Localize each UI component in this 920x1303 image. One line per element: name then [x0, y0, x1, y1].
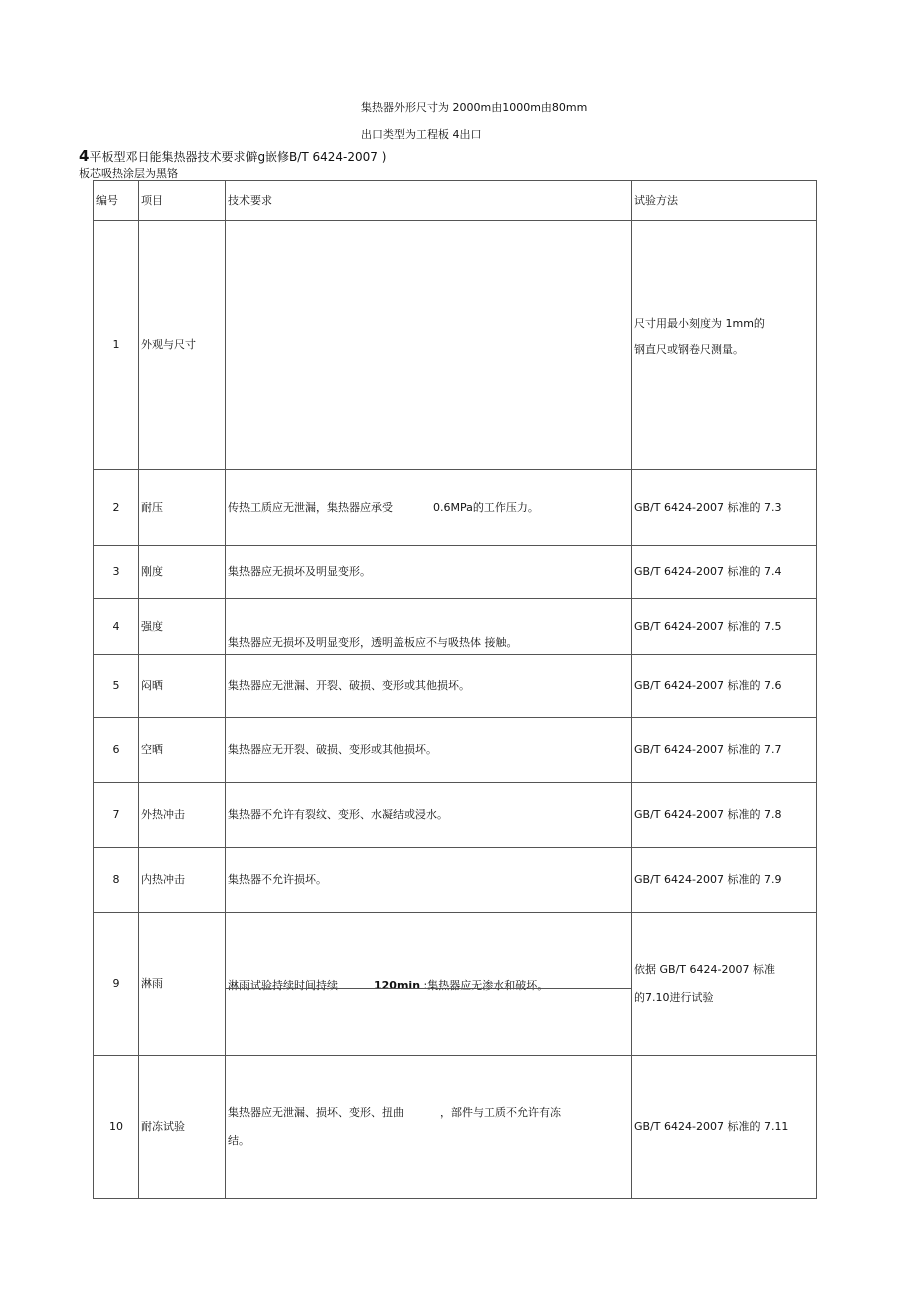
row-number: 10 [94, 1056, 139, 1199]
row-item: 耐冻试验 [139, 1056, 226, 1199]
requirement-part: 淋雨试验持续时间持续 [228, 979, 338, 992]
row-number: 2 [94, 470, 139, 546]
col-header-method: 试验方法 [632, 181, 817, 221]
table-row [94, 470, 817, 546]
row-requirement [226, 913, 632, 1056]
row-number: 1 [94, 221, 139, 470]
col-header-no: 编号 [94, 181, 139, 221]
row-method: GB/T 6424-2007 标准的 7.9 [632, 848, 817, 913]
requirement-part: :集热器应无渗水和破坏。 [423, 979, 549, 992]
row-requirement: 集热器应无开裂、破损、变形或其他损坏。 [226, 718, 632, 783]
row-requirement: 集热器不允许有裂纹、变形、水凝结或浸水。 [226, 783, 632, 848]
row-number: 3 [94, 546, 139, 599]
col-header-item: 项目 [139, 181, 226, 221]
row-method [632, 221, 817, 470]
row-method: GB/T 6424-2007 标准的 7.11 [632, 1056, 817, 1199]
row-requirement: 集热器应无损坏及明显变形。 [226, 546, 632, 599]
table-row [94, 848, 817, 913]
row-item: 外观与尺寸 [139, 221, 226, 470]
row-requirement [226, 470, 632, 546]
row-number: 4 [94, 599, 139, 655]
row-method: GB/T 6424-2007 标准的 7.4 [632, 546, 817, 599]
table-row [94, 783, 817, 848]
row-number: 8 [94, 848, 139, 913]
row-item: 耐压 [139, 470, 226, 546]
row-number: 9 [94, 913, 139, 1056]
requirement-part: 0.6MPa的工作压力。 [433, 500, 539, 514]
row-requirement: 集热器应无泄漏、开裂、破损、变形或其他损坏。 [226, 655, 632, 718]
row-method: GB/T 6424-2007 标准的 7.8 [632, 783, 817, 848]
row-method: GB/T 6424-2007 标准的 7.3 [632, 470, 817, 546]
table-row [94, 718, 817, 783]
row-item: 内热冲击 [139, 848, 226, 913]
row-item: 闷晒 [139, 655, 226, 718]
row-method: GB/T 6424-2007 标准的 7.7 [632, 718, 817, 783]
row-method: GB/T 6424-2007 标准的 7.5 [632, 599, 817, 655]
col-header-requirement: 技术要求 [226, 181, 632, 221]
inner-divider [226, 988, 632, 989]
table-row [94, 655, 817, 718]
coating-note: 板芯吸热涂层为黑铬 [79, 167, 178, 180]
row-requirement [226, 221, 632, 470]
method-line: 尺寸用最小刻度为 1mm的 [634, 317, 765, 330]
method-line: 的7.10进行试验 [634, 991, 714, 1004]
requirement-part: ，部件与工质不允许有冻 [440, 1106, 561, 1119]
spec-outlet-line: 出口类型为工程板 4出口 [361, 128, 482, 141]
row-item: 刚度 [139, 546, 226, 599]
requirement-part: 集热器应无泄漏、损坏、变形、扭曲 [228, 1106, 404, 1119]
method-line: 钢直尺或钢卷尺测量。 [634, 343, 744, 356]
row-number: 6 [94, 718, 139, 783]
method-line: 依据 GB/T 6424-2007 标准 [634, 963, 775, 976]
spec-size-line: 集热器外形尺寸为 2000m由1000m由80mm [361, 101, 588, 114]
section-heading [79, 147, 386, 165]
section-number: 4 [79, 147, 90, 165]
requirement-part: 120min [374, 979, 421, 992]
row-item: 空晒 [139, 718, 226, 783]
requirement-part: 传热工质应无泄漏，集热器应承受 [228, 500, 393, 514]
row-number: 5 [94, 655, 139, 718]
table-row [94, 599, 817, 655]
table-row [94, 913, 817, 1056]
row-requirement: 集热器应无损坏及明显变形，透明盖板应不与吸热体 接触。 [226, 599, 632, 655]
row-item: 强度 [139, 599, 226, 655]
table-header-row [94, 181, 817, 221]
row-method [632, 913, 817, 1056]
row-number: 7 [94, 783, 139, 848]
table-row [94, 546, 817, 599]
row-requirement: 集热器不允许损坏。 [226, 848, 632, 913]
requirement-part: 结。 [228, 1134, 250, 1147]
section-title: 平板型邓日能集热器技术要求僻g嵌修B/T 6424-2007 ) [89, 150, 387, 164]
table-row [94, 221, 817, 470]
row-requirement [226, 1056, 632, 1199]
requirements-table [93, 180, 817, 1199]
row-method: GB/T 6424-2007 标准的 7.6 [632, 655, 817, 718]
row-item: 外热冲击 [139, 783, 226, 848]
table-row [94, 1056, 817, 1199]
row-item: 淋雨 [139, 913, 226, 1056]
